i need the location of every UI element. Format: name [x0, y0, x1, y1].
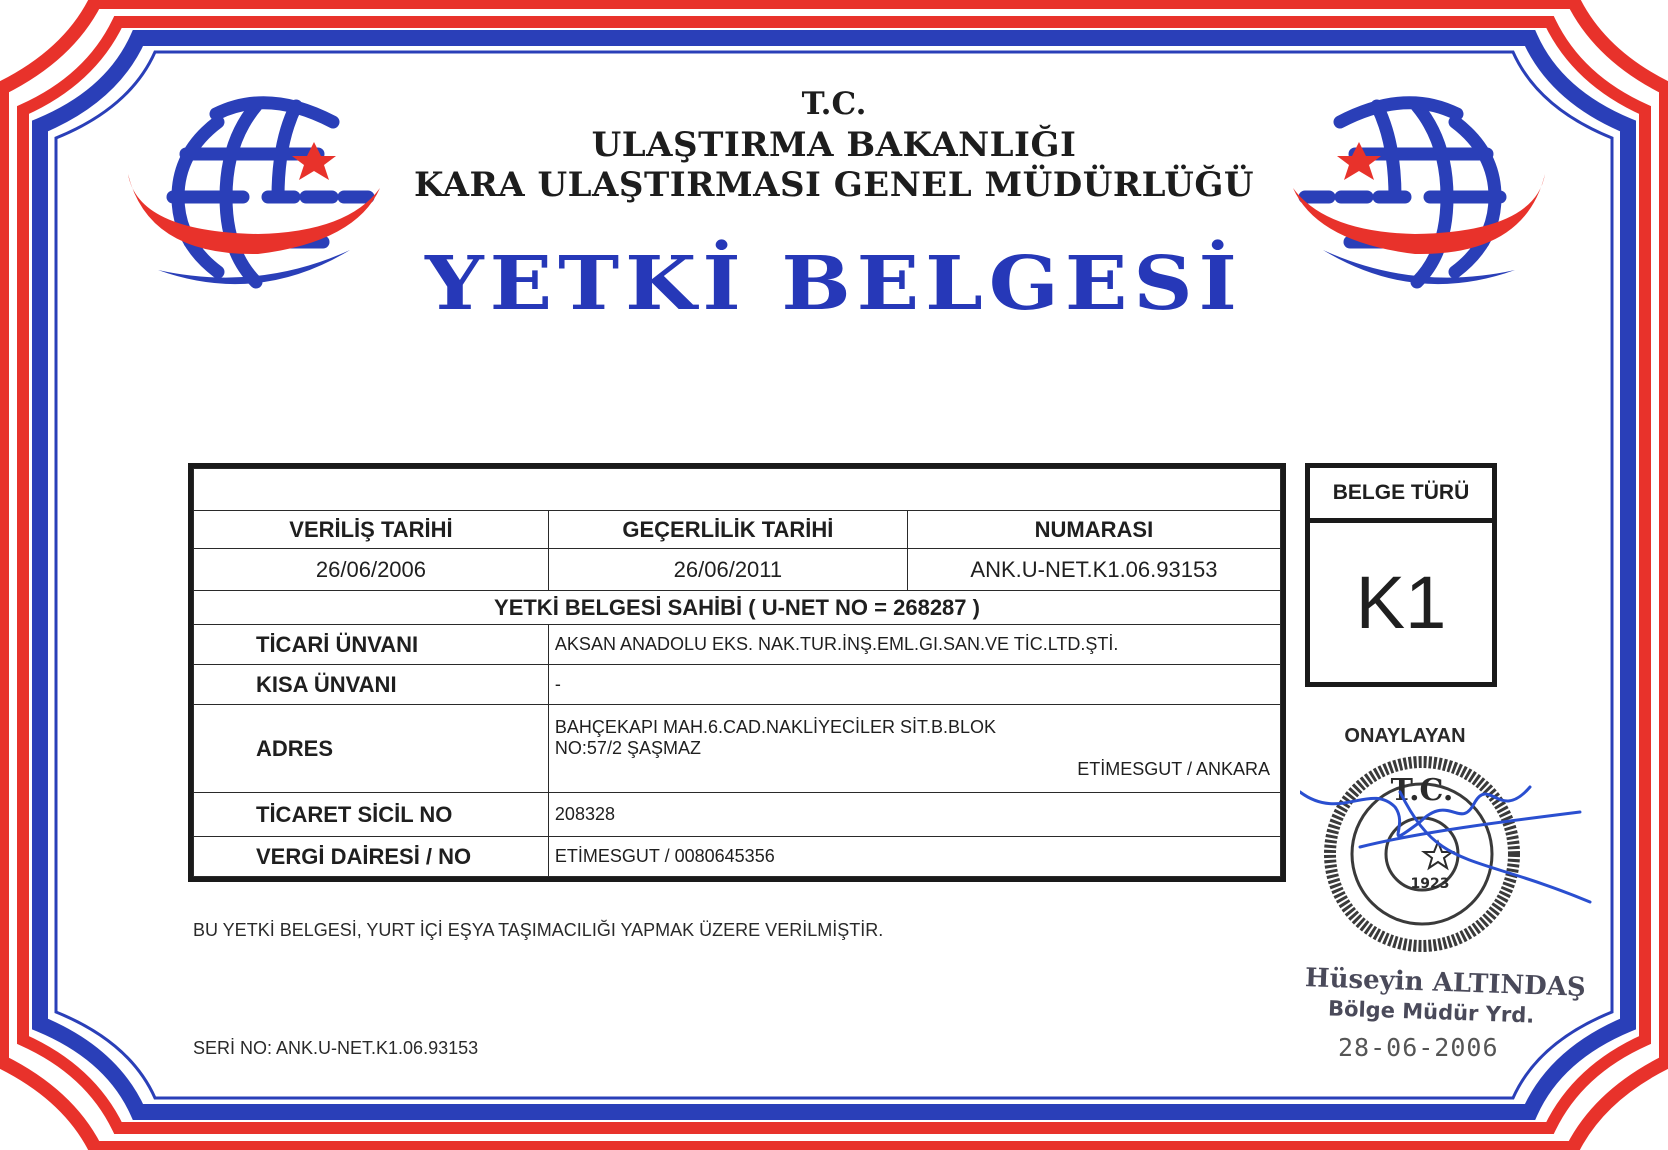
address-city: ETİMESGUT / ANKARA — [1077, 759, 1270, 779]
tax-label: VERGİ DAİRESİ / NO — [194, 837, 549, 877]
issue-date-value: 26/06/2006 — [194, 549, 549, 591]
approval-date: 28-06-2006 — [1338, 1033, 1499, 1062]
table-row — [194, 549, 1281, 591]
validity-date-label: GEÇERLİLİK TARİHİ — [548, 511, 907, 549]
address-line-1: BAHÇEKAPI MAH.6.CAD.NAKLİYECİLER SİT.B.BLOK — [554, 717, 997, 737]
table-row — [194, 665, 1281, 705]
validity-date-value: 26/06/2011 — [548, 549, 907, 591]
trade-name-label: TİCARİ ÜNVANI — [194, 625, 549, 665]
short-name-value: - — [548, 665, 1280, 705]
document-title: YETKİ BELGESİ — [425, 240, 1243, 328]
certificate-type-label: BELGE TÜRÜ — [1310, 468, 1492, 523]
short-name-label: KISA ÜNVANI — [194, 665, 549, 705]
address-value — [548, 705, 1280, 793]
trade-name-value: AKSAN ANADOLU EKS. NAK.TUR.İNŞ.EML.GI.SAN.VE TİC.LTD.ŞTİ. — [548, 625, 1280, 665]
signer-title: Bölge Müdür Yrd. — [1327, 996, 1535, 1028]
table-top-spacer-row — [194, 469, 1281, 511]
header-tc: T.C. — [801, 86, 867, 122]
header-department: KARA ULAŞTIRMASI GENEL MÜDÜRLÜĞÜ — [413, 165, 1255, 205]
certificate-type-box — [1305, 463, 1497, 687]
owner-heading: YETKİ BELGESİ SAHİBİ ( U-NET NO = 268287 ) — [194, 591, 1281, 625]
address-line-2: NO:57/2 ŞAŞMAZ — [554, 738, 701, 758]
number-value: ANK.U-NET.K1.06.93153 — [907, 549, 1280, 591]
header-ministry: ULAŞTIRMA BAKANLIĞI — [591, 125, 1077, 165]
approver-label: ONAYLAYAN — [1344, 725, 1466, 747]
table-row — [194, 625, 1281, 665]
address-label: ADRES — [194, 705, 549, 793]
table-row — [194, 837, 1281, 877]
registry-label: TİCARET SİCİL NO — [194, 793, 549, 837]
stamp-tc-text: T.C. — [1390, 773, 1454, 808]
table-header-row — [194, 511, 1281, 549]
certificate-type-value: K1 — [1355, 561, 1447, 644]
serial-number: SERİ NO: ANK.U-NET.K1.06.93153 — [193, 1038, 479, 1058]
stamp-year-text: 1923 — [1410, 876, 1450, 892]
number-label: NUMARASI — [907, 511, 1280, 549]
owner-heading-row — [194, 591, 1281, 625]
official-stamp — [1300, 752, 1600, 952]
table-row — [194, 705, 1281, 793]
registry-value: 208328 — [548, 793, 1280, 837]
certificate-info-table — [188, 463, 1286, 882]
table-row — [194, 793, 1281, 837]
issue-date-label: VERİLİŞ TARİHİ — [194, 511, 549, 549]
tax-value: ETİMESGUT / 0080645356 — [548, 837, 1280, 877]
purpose-note: BU YETKİ BELGESİ, YURT İÇİ EŞYA TAŞIMACILIĞI YAPMAK ÜZERE VERİLMİŞTİR. — [193, 920, 884, 940]
signer-name: Hüseyin ALTINDAŞ — [1304, 963, 1587, 1003]
